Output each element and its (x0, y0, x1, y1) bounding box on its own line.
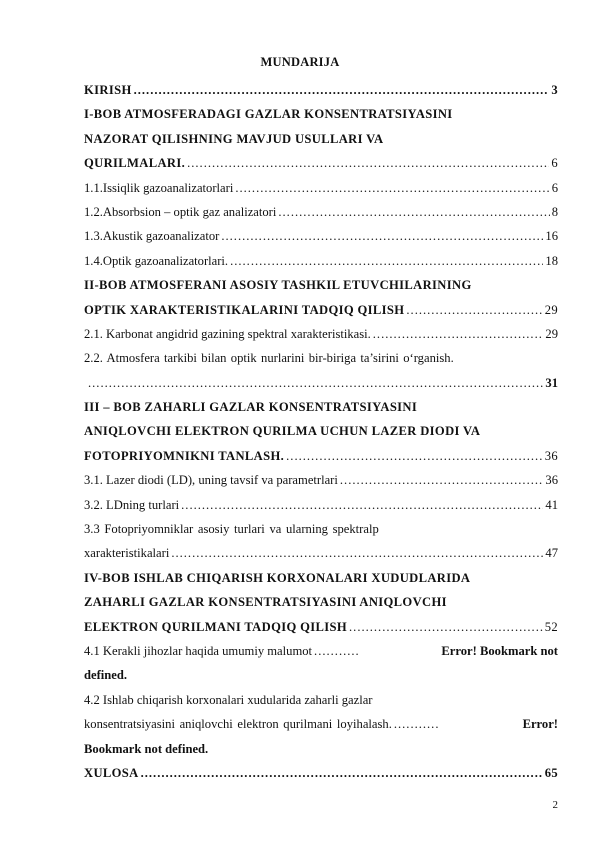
toc-page-number: 3 (551, 83, 558, 97)
dot-leader (340, 468, 544, 492)
toc-chapter-4-line-3[interactable] (84, 615, 558, 639)
toc-entry-text: ANIQLOVCHI ELEKTRON QURILMA UCHUN LAZER DIODI VA (84, 424, 481, 439)
toc-entry-text: ZAHARLI GAZLAR KONSENTRATSIYASINI ANIQLOVCHI (84, 595, 447, 610)
dot-leader (221, 224, 543, 248)
toc-entry-2-1[interactable] (84, 322, 558, 346)
toc-entry-4-2-line-1[interactable] (84, 688, 558, 712)
dot-leader (314, 639, 358, 663)
toc-entry-text: FOTOPRIYOMNIKNI TANLASH. (84, 448, 285, 463)
dot-leader (141, 761, 543, 785)
dot-leader (187, 151, 549, 175)
toc-entry-text: xarakteristikalari (84, 546, 170, 561)
dot-leader (278, 200, 549, 224)
toc-chapter-1-line-1[interactable] (84, 102, 558, 126)
toc-page-number: 47 (545, 546, 558, 561)
toc-chapter-2-line-2[interactable] (84, 298, 558, 322)
toc-page-number: 16 (545, 229, 558, 244)
toc-chapter-4-line-2[interactable] (84, 590, 558, 614)
toc-entry-text: 2.1. Karbonat angidrid gazining spektral xarakteristikasi. (84, 326, 371, 341)
toc-page-number: 36 (544, 448, 558, 463)
error-message: Bookmark not defined. (84, 741, 209, 756)
error-message: Error! (522, 717, 558, 732)
toc-entry-text: ELEKTRON QURILMANI TADQIQ QILISH (84, 619, 348, 634)
toc-entry-1-3[interactable] (84, 224, 558, 248)
toc-entry-text: 1.1.Issiqlik gazoanalizatorlari (84, 180, 234, 195)
toc-chapter-2-line-1[interactable] (84, 273, 558, 297)
toc-chapter-3-line-2[interactable] (84, 419, 558, 443)
toc-entry-text: 3.2. LDning turlari (84, 497, 180, 512)
dot-leader (134, 78, 550, 102)
page-title: MUNDARIJA (260, 55, 340, 69)
toc-entry-4-2-line-3[interactable] (84, 737, 558, 761)
toc-entry-1-2[interactable] (84, 200, 558, 224)
toc-page-number: 52 (544, 619, 558, 634)
toc-entry-text: 1.3.Akustik gazoanalizator (84, 229, 220, 244)
toc-entry-kirish[interactable] (84, 78, 558, 102)
toc-entry-text: 2.2. Atmosfera tarkibi bilan optik nurlarini bir-biriga ta’sirini o‘rganish. (84, 351, 454, 366)
toc-entry-4-1-line-1[interactable] (84, 639, 558, 663)
page-number: 2 (552, 799, 558, 811)
toc-entry-text: III – BOB ZAHARLI GAZLAR KONSENTRATSIYASINI (84, 400, 418, 415)
toc-chapter-1-line-2[interactable] (84, 127, 558, 151)
toc-page-number: 41 (545, 497, 558, 512)
toc-entry-2-2-line-1[interactable] (84, 346, 558, 370)
toc-entry-text: NAZORAT QILISHNING MAVJUD USULLARI VA (84, 131, 384, 146)
toc-entry-3-2[interactable] (84, 493, 558, 517)
toc-entry-2-2-line-2[interactable] (84, 371, 558, 395)
toc-entry-4-2-line-2[interactable] (84, 712, 558, 736)
dot-leader (171, 541, 543, 565)
dot-leader (88, 371, 543, 395)
toc-entry-text: 1.2.Absorbsion – optik gaz analizatori (84, 204, 277, 219)
dot-leader (394, 712, 438, 736)
toc-entry-text: 4.2 Ishlab chiqarish korxonalari xudularida zaharli gazlar (84, 692, 373, 707)
toc-page-number: 6 (551, 180, 558, 195)
toc-entry-text: QURILMALARI. (84, 156, 186, 171)
toc-chapter-3-line-3[interactable] (84, 444, 558, 468)
toc-entry-1-4[interactable] (84, 249, 558, 273)
dot-leader (230, 249, 543, 273)
dot-leader (286, 444, 543, 468)
toc-entry-text: konsentratsiyasini aniqlovchi elektron qurilmani loyihalash. (84, 717, 392, 732)
toc-chapter-4-line-1[interactable] (84, 566, 558, 590)
toc-entry-text: II-BOB ATMOSFERANI ASOSIY TASHKIL ETUVCHILARINING (84, 278, 472, 293)
toc-entry-text: I-BOB ATMOSFERADAGI GAZLAR KONSENTRATSIYASINI (84, 107, 453, 122)
error-message: Error! Bookmark not (441, 643, 558, 658)
toc-entry-3-3-line-1[interactable] (84, 517, 558, 541)
toc-page-number: 29 (545, 326, 558, 341)
dot-leader (349, 615, 543, 639)
toc-entry-3-3-line-2[interactable] (84, 541, 558, 565)
error-message: defined. (84, 668, 128, 683)
dot-leader (406, 298, 542, 322)
toc-entry-xulosa[interactable] (84, 761, 558, 785)
toc-entry-4-1-line-2[interactable] (84, 663, 558, 687)
toc-page-number: 18 (545, 253, 558, 268)
dot-leader (373, 322, 544, 346)
dot-leader (181, 493, 543, 517)
toc-page-number: 65 (544, 765, 558, 780)
toc-page-number: 29 (544, 302, 558, 317)
toc-chapter-3-line-1[interactable] (84, 395, 558, 419)
toc-entry-text: XULOSA (84, 765, 139, 780)
toc-entry-text: 3.3 Fotopriyomniklar asosiy turlari va ularning spektralp (84, 522, 379, 537)
toc-page-number: 6 (551, 156, 558, 171)
toc-entry-text: KIRISH (84, 83, 132, 97)
toc-chapter-1-line-3[interactable] (84, 151, 558, 175)
toc-page-number: 8 (551, 204, 558, 219)
toc-entry-text: 3.1. Lazer diodi (LD), uning tavsif va parametrlari (84, 473, 338, 488)
toc-entry-text: IV-BOB ISHLAB CHIQARISH KORXONALARI XUDUDLARIDA (84, 570, 471, 585)
table-of-contents (84, 78, 558, 785)
dot-leader (235, 176, 549, 200)
toc-entry-1-1[interactable] (84, 176, 558, 200)
toc-entry-3-1[interactable] (84, 468, 558, 492)
toc-page-number: 36 (545, 473, 558, 488)
toc-entry-text: 1.4.Optik gazoanalizatorlari. (84, 253, 229, 268)
toc-entry-text: 4.1 Kerakli jihozlar haqida umumiy malumot (84, 643, 313, 658)
toc-entry-text: OPTIK XARAKTERISTIKALARINI TADQIQ QILISH (84, 302, 405, 317)
toc-page-number: 31 (545, 375, 558, 390)
